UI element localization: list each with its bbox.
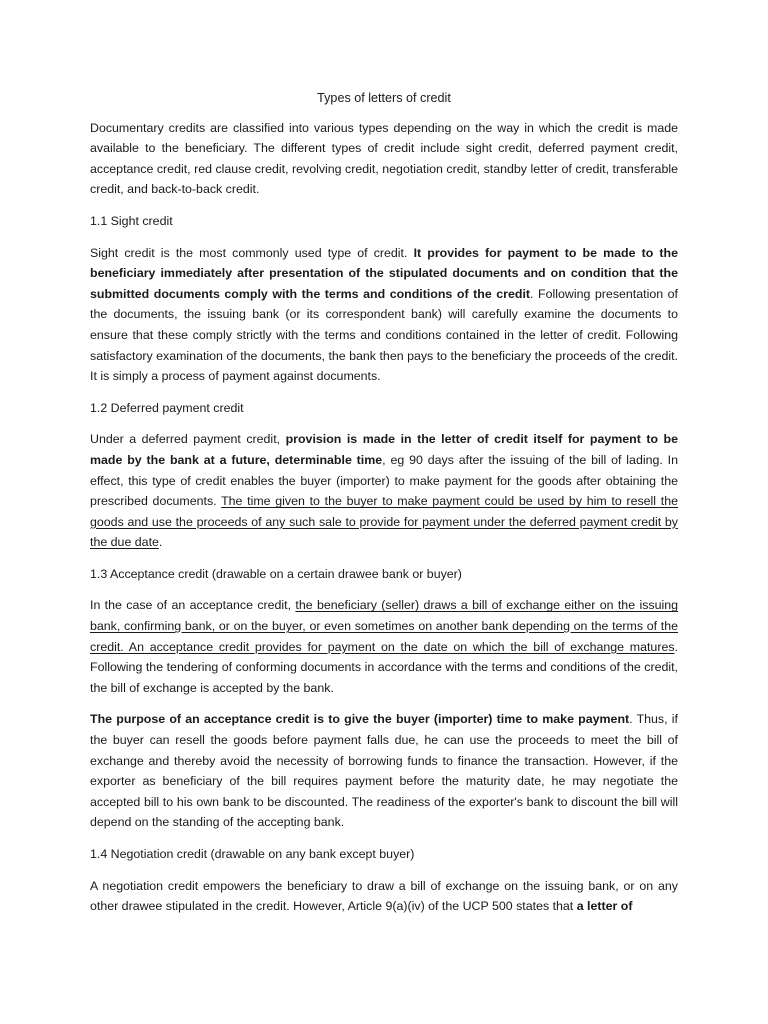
section-heading-sight-credit: 1.1 Sight credit: [90, 213, 173, 228]
section-heading-acceptance-credit: 1.3 Acceptance credit (drawable on a certain drawee bank or buyer): [90, 566, 462, 581]
deferred-payment-paragraph: [90, 429, 678, 553]
text-run: . Thus, if the buyer can resell the goods before payment falls due, he can use the proceeds to meet the bill of exchange and thereby avoid the necessity of borrowing funds to finance the transaction. However, if the exporter as beneficiary of the bill requires payment before the maturity date, he may negotiate the accepted bill to his own bank to be discounted. The readiness of the exporter's bank to discount the bill will depend on the standing of the accepting bank.: [90, 712, 678, 830]
bold-text-run: It provides for payment to be made to the beneficiary immediately after presentation of the stipulated documents and on condition that the submitted documents comply with the terms and conditions of the credit: [90, 245, 678, 301]
document-page: [90, 88, 678, 928]
text-run: Sight credit is the most commonly used type of credit.: [90, 245, 414, 260]
underlined-text-run: The time given to the buyer to make payment could be used by him to resell the goods and use the proceeds of any such sale to provide for payment under the deferred payment credit by the due date: [90, 494, 678, 550]
section-heading-deferred-payment: 1.2 Deferred payment credit: [90, 400, 244, 415]
text-run: Under a deferred payment credit,: [90, 432, 286, 447]
negotiation-credit-paragraph: [90, 876, 678, 917]
sight-credit-paragraph: [90, 243, 678, 387]
intro-paragraph: Documentary credits are classified into various types depending on the way in which the credit is made available to the beneficiary. The different types of credit include sight credit, deferred payment credit, acceptance credit, red clause credit, revolving credit, negotiation credit, standby letter of credit, transferable credit, and back-to-back credit.: [90, 120, 678, 197]
acceptance-credit-paragraph: [90, 595, 678, 698]
section-heading-negotiation-credit: 1.4 Negotiation credit (drawable on any bank except buyer): [90, 847, 415, 861]
bold-text-run: The purpose of an acceptance credit is to give the buyer (importer) time to make payment: [90, 712, 630, 727]
text-run: , eg 90 days after the issuing of the bill of lading. In effect, this type of credit enables the buyer (importer) to make payment for the goods after obtaining the prescribed documents.: [90, 452, 678, 509]
text-run: In the case of an acceptance credit,: [90, 598, 296, 613]
bold-text-run: a letter of: [576, 899, 633, 914]
text-run: .: [158, 535, 163, 550]
text-run: A negotiation credit empowers the beneficiary to draw a bill of exchange on the issuing bank, or on any other drawee stipulated in the credit. However, Article 9(a)(iv) of the UCP 500 states that: [90, 878, 678, 914]
text-run: . Following presentation of the documents, the issuing bank (or its correspondent bank) will carefully examine the documents to ensure that these comply strictly with the terms and conditions contained in the letter of credit. Following satisfactory examination of the documents, the bank then pays to the beneficiary the proceeds of the credit. It is simply a process of payment against documents.: [90, 286, 678, 384]
text-run: . Following the tendering of conforming documents in accordance with the terms and conditions of the credit, the bill of exchange is accepted by the bank.: [90, 639, 678, 695]
acceptance-purpose-paragraph: [90, 709, 678, 833]
underlined-text-run: the beneficiary (seller) draws a bill of exchange either on the issuing bank, confirming bank, or on the buyer, or even sometimes on another bank depending on the terms of the credit. An acceptance credit provides for payment on the date on which the bill of exchange matures: [90, 598, 679, 654]
bold-text-run: provision is made in the letter of credit itself for payment to be made by the bank at a future, determinable time: [90, 432, 678, 467]
document-title: Types of letters of credit: [317, 91, 451, 105]
